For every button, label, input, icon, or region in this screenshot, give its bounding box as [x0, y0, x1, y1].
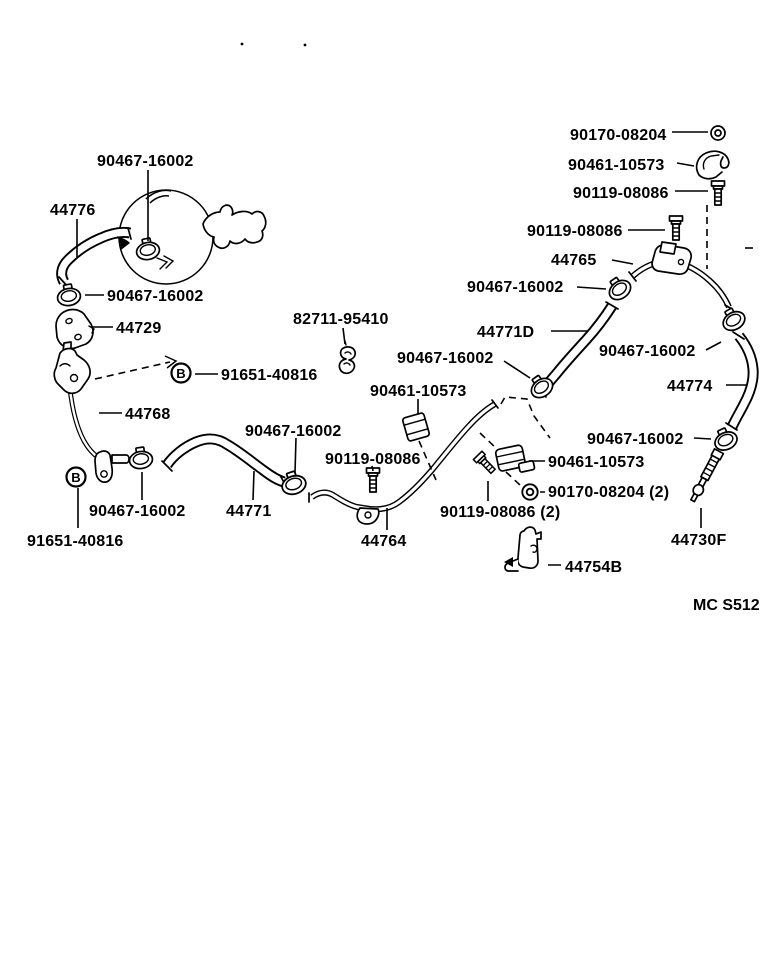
nut-icon-90170-top — [711, 126, 725, 140]
clip-82711 — [339, 341, 355, 373]
brake-booster-outline — [119, 190, 266, 284]
part-label-90467-16002-4: 90467-16002 — [245, 423, 342, 440]
part-label-44771d: 44771D — [477, 324, 535, 341]
pipe-44768-pin — [112, 455, 129, 463]
part-label-90467-16002-6: 90467-16002 — [467, 279, 564, 296]
part-label-90119-08086-m: 90119-08086 — [527, 223, 623, 240]
hose-clamp-icon-44774-upper — [718, 304, 748, 334]
valve-44730f — [688, 449, 723, 503]
part-label-90461-10573-c: 90461-10573 — [370, 383, 467, 400]
balloon-marker-b-upper — [172, 364, 191, 383]
bolt-icon-90119-top — [712, 181, 725, 205]
hose-clamp-icon-44771 — [278, 469, 308, 497]
bracket-44729 — [56, 310, 94, 349]
part-label-90461-10573-l: 90461-10573 — [548, 454, 645, 471]
part-label-90467-16002-8: 90467-16002 — [587, 431, 684, 448]
part-label-44774: 44774 — [667, 378, 713, 395]
part-label-44754b: 44754B — [565, 559, 623, 576]
hose-44774 — [726, 332, 753, 430]
hose-clamp-icon-44771d-upper — [603, 273, 634, 303]
part-label-90467-16002-7: 90467-16002 — [599, 343, 696, 360]
pipe-44765 — [629, 242, 732, 309]
booster-body — [119, 190, 213, 284]
hose-clamp-icon-44776-lower — [56, 283, 82, 308]
part-label-44765: 44765 — [551, 252, 597, 269]
hose-44771 — [162, 439, 287, 488]
bracket-90461-lower — [495, 443, 535, 477]
part-label-90170-08204-l: 90170-08204 (2) — [548, 484, 670, 501]
part-label-91651-40816-2: 91651-40816 — [27, 533, 124, 550]
part-label-90119-08086-t: 90119-08086 — [573, 185, 669, 202]
balloon-marker-b-lower — [67, 468, 86, 487]
part-label-44764: 44764 — [361, 533, 407, 550]
bracket-90461-top — [697, 151, 729, 179]
bolt-icon-90119-lower — [473, 451, 497, 475]
part-label-44768: 44768 — [125, 406, 171, 423]
part-label-44771: 44771 — [226, 503, 272, 520]
part-label-91651-40816-1: 91651-40816 — [221, 367, 318, 384]
part-label-44776: 44776 — [50, 202, 96, 219]
bolt-icon-90119-center — [367, 468, 380, 492]
part-label-90467-16002-2: 90467-16002 — [107, 288, 204, 305]
part-label-44729: 44729 — [116, 320, 162, 337]
part-label-90467-16002-3: 90467-16002 — [89, 503, 186, 520]
hose-44776 — [59, 228, 131, 288]
part-label-82711-95410: 82711-95410 — [293, 311, 389, 328]
bracket-44754b — [504, 527, 541, 571]
part-label-90119-08086-c: 90119-08086 — [325, 451, 421, 468]
nut-icon-90170-lower — [522, 484, 537, 499]
part-label-90461-10573-t: 90461-10573 — [568, 157, 665, 174]
balloon-b-upper-letter: B — [176, 366, 186, 381]
part-label-90467-16002-1: 90467-16002 — [97, 153, 194, 170]
part-label-90119-08086-l: 90119-08086 (2) — [440, 504, 561, 521]
part-label-90170-08204-t: 90170-08204 — [570, 127, 667, 144]
bracket-44768-top — [54, 342, 90, 393]
pipe-44765-bracket-tab — [660, 242, 676, 254]
balloon-b-lower-letter: B — [71, 470, 81, 485]
diagram-code: MC S512 — [693, 597, 760, 614]
pipe-44764-bracket-tab — [357, 508, 379, 524]
bracket-90461-center — [402, 412, 430, 441]
part-label-90467-16002-5: 90467-16002 — [397, 350, 494, 367]
bolt-icon-90119-mid — [670, 216, 683, 240]
part-label-44730f: 44730F — [671, 532, 727, 549]
hose-clamp-icon-44768 — [128, 446, 154, 470]
